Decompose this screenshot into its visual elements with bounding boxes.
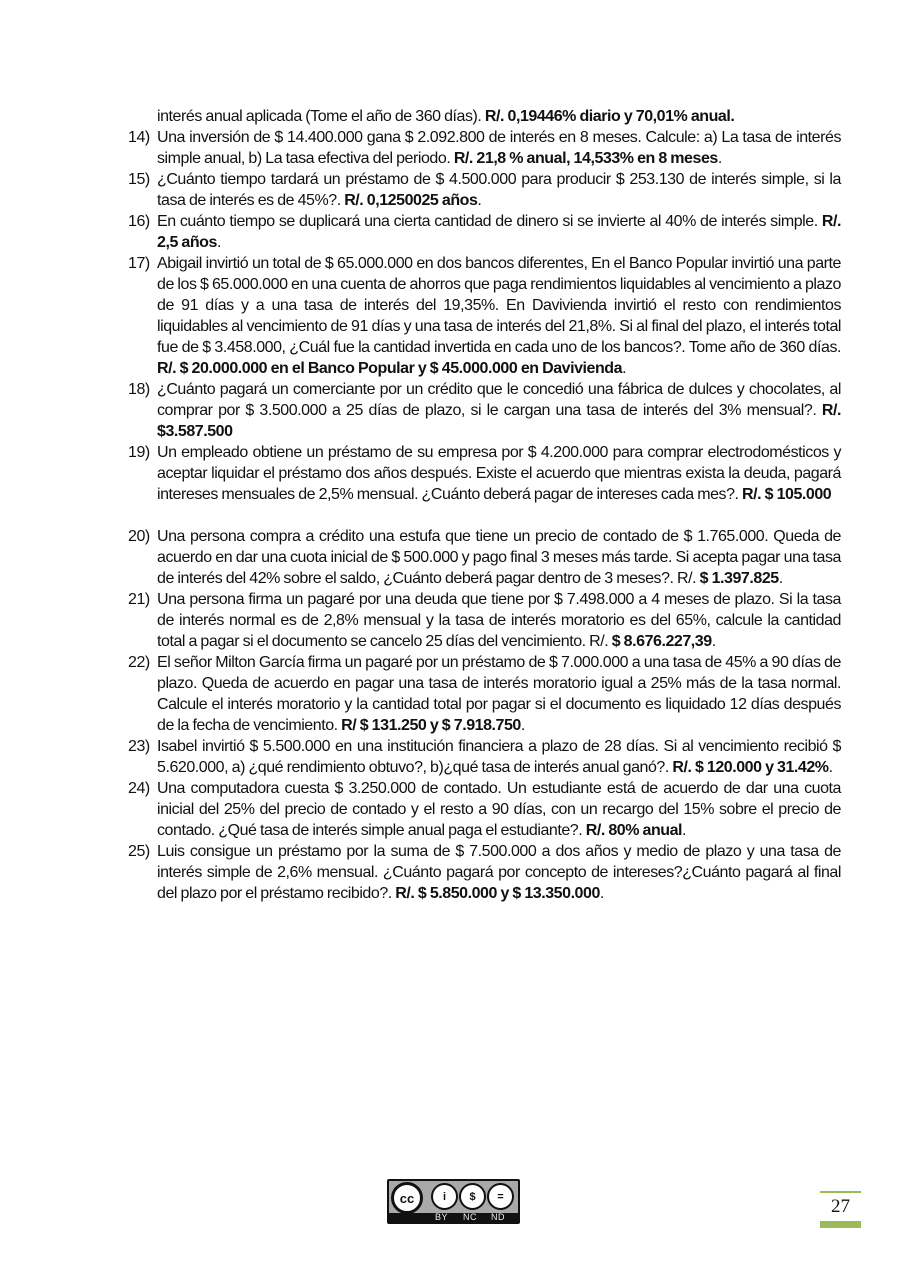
exercise-item xyxy=(128,379,841,442)
nd-label: ND xyxy=(491,1212,505,1222)
page-number-rule-bottom xyxy=(820,1221,861,1228)
answer-text: R/. 0,19446% diario y 70,01% anual. xyxy=(484,108,735,125)
exercise-number: 16) xyxy=(128,213,150,230)
exercise-text: Una computadora cuesta $ 3.250.000 de contado. Un estudiante está de acuerdo de dar una cuota inicial del 25% del precio de contado y el resto a 90 días, con un recargo del 15% sobre el precio de contado. ¿Qué tasa de interés simple anual paga el estudiante?. xyxy=(157,780,841,839)
exercise-item xyxy=(128,442,841,505)
cc-icon xyxy=(391,1182,423,1214)
exercise-text: . xyxy=(828,759,833,776)
exercise-number: 19) xyxy=(128,444,150,461)
exercise-item xyxy=(128,169,841,211)
exercise-number: 17) xyxy=(128,255,150,272)
exercise-text: interés anual aplicada (Tome el año de 360 días). xyxy=(157,108,485,125)
exercise-text: Abigail invirtió un total de $ 65.000.000 en dos bancos diferentes, En el Banco Popular invirtió una parte de los $ 65.000.000 en una cuenta de ahorros que paga rendimientos liquidables al vencimiento a plazo de 91 días y a una tasa de interés del 19,35%. En Davivienda invirtió el resto con rendimientos liquidables al vencimiento de 91 días y una tasa de interés del 21,8%. Si al final del plazo, el interés total fue de $ 3.458.000, ¿Cuál fue la cantidad invertida en cada uno de los bancos?. Tome año de 360 días. xyxy=(157,255,841,356)
exercise-text: . xyxy=(778,570,783,587)
by-label: BY xyxy=(435,1212,449,1222)
creative-commons-license-badge xyxy=(387,1179,520,1224)
exercise-item xyxy=(128,841,841,904)
exercise-number: 23) xyxy=(128,738,150,755)
exercise-text: Una persona firma un pagaré por una deuda que tiene por $ 7.498.000 a 4 meses de plazo. Si la tasa de interés normal es de 2,8% mensual y la tasa de interés moratorio es del 65%, calcule la cantidad total a pagar si el documento se cancelo 25 días del vencimiento. R/. xyxy=(157,591,841,650)
exercise-list xyxy=(128,106,841,904)
exercise-item xyxy=(128,253,841,379)
exercise-item xyxy=(128,127,841,169)
page-number: 27 xyxy=(831,1196,850,1217)
exercise-number: 18) xyxy=(128,381,150,398)
answer-text: R/. $ 120.000 y 31.42% xyxy=(672,759,829,776)
noncommercial-icon: $ xyxy=(459,1183,486,1210)
exercise-item xyxy=(128,211,841,253)
exercise-number: 22) xyxy=(128,654,150,671)
answer-text: $ 1.397.825 xyxy=(699,570,779,587)
exercise-text: Un empleado obtiene un préstamo de su empresa por $ 4.200.000 para comprar electrodomésticos y aceptar liquidar el préstamo dos años después. Existe el acuerdo que mientras exista la deuda, pagará intereses mensuales de 2,5% mensual. ¿Cuánto deberá pagar de intereses cada mes?. xyxy=(157,444,841,503)
exercise-text: Una inversión de $ 14.400.000 gana $ 2.092.800 de interés en 8 meses. Calcule: a) La tasa de interés simple anual, b) La tasa efectiva del periodo. xyxy=(157,129,841,167)
answer-text: R/. $ 20.000.000 en el Banco Popular y $ 45.000.000 en Davivienda xyxy=(157,360,623,377)
answer-text: R/. 21,8 % anual, 14,533% en 8 meses xyxy=(453,150,718,167)
exercise-text: En cuánto tiempo se duplicará una cierta cantidad de dinero si se invierte al 40% de interés simple. xyxy=(157,213,822,230)
exercise-text: . xyxy=(711,633,716,650)
exercise-text: . xyxy=(622,360,627,377)
answer-text: R/. 0,1250025 años xyxy=(344,192,478,209)
exercise-text: . xyxy=(216,234,221,251)
exercise-number: 15) xyxy=(128,171,150,188)
exercise-number: 20) xyxy=(128,528,150,545)
nc-label: NC xyxy=(463,1212,477,1222)
exercise-text: . xyxy=(520,717,525,734)
exercise-item xyxy=(128,106,841,127)
answer-text: R/. 80% anual xyxy=(585,822,683,839)
answer-text: $ 8.676.227,39 xyxy=(611,633,712,650)
exercise-text: ¿Cuánto tiempo tardará un préstamo de $ 4.500.000 para producir $ 253.130 de interés simple, si la tasa de interés es de 45%?. xyxy=(157,171,841,209)
exercise-text: . xyxy=(477,192,482,209)
exercise-text: Luis consigue un préstamo por la suma de $ 7.500.000 a dos años y medio de plazo y una tasa de interés simple de 2,6% mensual. ¿Cuánto pagará por concepto de intereses?¿Cuánto pagará al final del plazo por el préstamo recibido?. xyxy=(157,843,841,902)
exercise-item xyxy=(128,526,841,589)
exercise-text: Una persona compra a crédito una estufa que tiene un precio de contado de $ 1.765.000. Queda de acuerdo en dar una cuota inicial de $ 500.000 y pago final 3 meses más tarde. Si acepta pagar una tasa de interés del 42% sobre el saldo, ¿Cuánto deberá pagar dentro de 3 meses?. R/. xyxy=(157,528,841,587)
page-number-rule-top xyxy=(820,1191,861,1193)
answer-text: R/. $3.587.500 xyxy=(157,402,841,440)
exercise-number: 24) xyxy=(128,780,150,797)
exercise-number: 14) xyxy=(128,129,150,146)
cc-label: cc xyxy=(399,1190,415,1206)
exercise-text: Isabel invirtió $ 5.500.000 en una institución financiera a plazo de 28 días. Si al vencimiento recibió $ 5.620.000, a) ¿qué rendimiento obtuvo?, b)¿qué tasa de interés anual ganó?. xyxy=(157,738,841,776)
exercise-text: . xyxy=(599,885,604,902)
exercise-item xyxy=(128,589,841,652)
exercise-number: 21) xyxy=(128,591,150,608)
answer-text: R/. 2,5 años xyxy=(157,213,841,251)
noderivatives-icon: = xyxy=(487,1183,514,1210)
exercise-item xyxy=(128,652,841,736)
attribution-icon: i xyxy=(431,1183,458,1210)
exercise-text: El señor Milton García firma un pagaré por un préstamo de $ 7.000.000 a una tasa de 45% a 90 días de plazo. Queda de acuerdo en pagar una tasa de interés moratorio igual a 25% más de la tasa normal. Calcule el interés moratorio y la cantidad total por pagar si el documento es liquidado 12 días después de la fecha de vencimiento. xyxy=(157,654,841,734)
exercise-text: . xyxy=(717,150,722,167)
exercise-item xyxy=(128,778,841,841)
exercise-number: 25) xyxy=(128,843,150,860)
answer-text: R/. $ 5.850.000 y $ 13.350.000 xyxy=(395,885,600,902)
exercise-text: . xyxy=(682,822,687,839)
exercise-item xyxy=(128,736,841,778)
answer-text: R/. $ 105.000 xyxy=(742,486,832,503)
answer-text: R/ $ 131.250 y $ 7.918.750 xyxy=(341,717,521,734)
exercise-text: ¿Cuánto pagará un comerciante por un crédito que le concedió una fábrica de dulces y chocolates, al comprar por $ 3.500.000 a 25 días de plazo, si le cargan una tasa de interés del 3% mensual?. xyxy=(157,381,841,419)
